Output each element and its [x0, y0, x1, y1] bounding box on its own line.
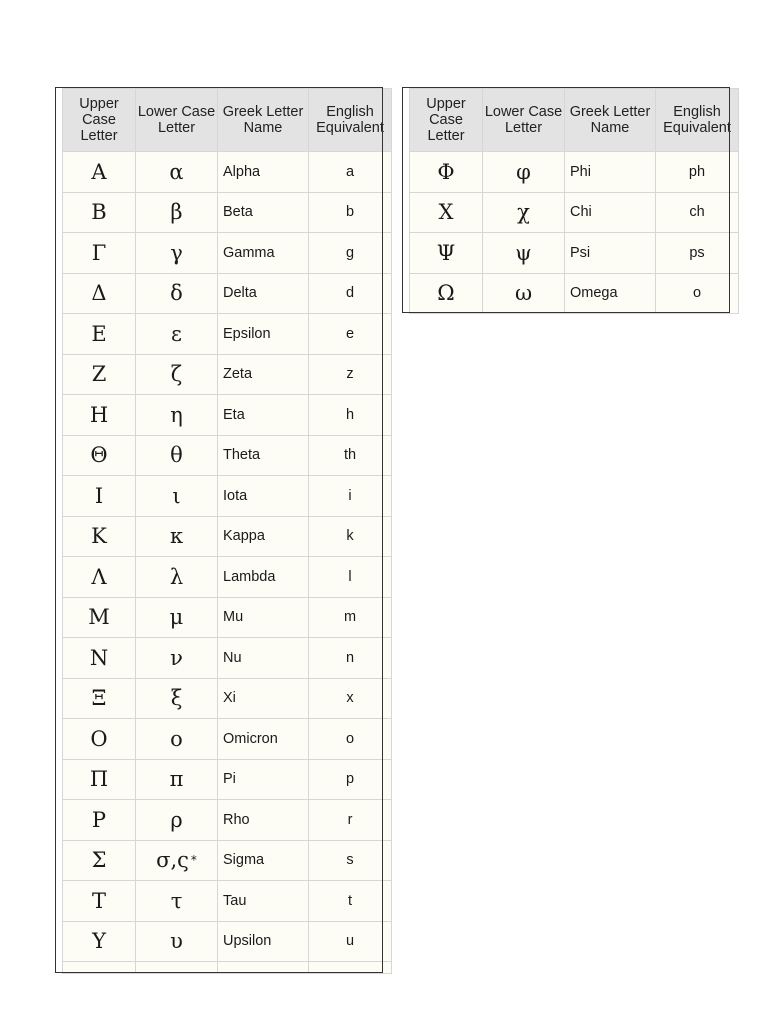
table-row [63, 476, 392, 517]
table-row [63, 921, 392, 962]
upper-case-letter: Λ [63, 557, 136, 598]
upper-case-letter: Σ [63, 840, 136, 881]
upper-case-letter: Ε [63, 314, 136, 355]
english-equivalent: n [309, 638, 392, 679]
greek-letter-name: Epsilon [218, 314, 309, 355]
lower-case-letter [136, 678, 218, 719]
lower-case-glyph: α [169, 159, 184, 184]
greek-alphabet-table-right [409, 88, 739, 314]
english-equivalent: th [309, 435, 392, 476]
greek-letter-name: Nu [218, 638, 309, 679]
table-row [410, 192, 739, 233]
table-row [63, 759, 392, 800]
upper-case-letter: Μ [63, 597, 136, 638]
lower-case-glyph: σ,ς [156, 848, 189, 873]
header-upper-case: Upper Case Letter [410, 89, 483, 152]
lower-case-letter [136, 759, 218, 800]
header-lower-case: Lower Case Letter [483, 89, 565, 152]
greek-letter-name: Pi [218, 759, 309, 800]
table-row [63, 881, 392, 922]
table-row [63, 435, 392, 476]
greek-letter-name: Sigma [218, 840, 309, 881]
lower-case-glyph: υ [170, 929, 183, 954]
greek-letter-name: Mu [218, 597, 309, 638]
lower-case-glyph: ν [170, 645, 183, 670]
lower-case-glyph: θ [170, 443, 183, 468]
lower-case-letter [136, 273, 218, 314]
empty-cell [136, 962, 218, 974]
lower-case-glyph: γ [170, 240, 183, 265]
lower-case-glyph: φ [516, 159, 531, 184]
upper-case-letter: Υ [63, 921, 136, 962]
table-row-continuation [63, 962, 392, 974]
english-equivalent: e [309, 314, 392, 355]
upper-case-letter: Δ [63, 273, 136, 314]
lower-case-glyph: ι [172, 483, 181, 508]
lower-case-letter [136, 800, 218, 841]
lower-case-letter [136, 881, 218, 922]
lower-case-glyph: β [170, 200, 183, 225]
english-equivalent: o [309, 719, 392, 760]
header-greek-name: Greek Letter Name [218, 89, 309, 152]
lower-case-glyph: ο [170, 726, 183, 751]
upper-case-letter: Ξ [63, 678, 136, 719]
table-row [410, 273, 739, 314]
upper-case-letter: Ρ [63, 800, 136, 841]
lower-case-letter [136, 233, 218, 274]
english-equivalent: m [309, 597, 392, 638]
english-equivalent: k [309, 516, 392, 557]
lower-case-letter [136, 192, 218, 233]
lower-case-letter [483, 273, 565, 314]
greek-letter-name: Iota [218, 476, 309, 517]
lower-case-glyph: κ [169, 524, 184, 549]
header-english-equivalent: English Equivalent [309, 89, 392, 152]
table-row [63, 597, 392, 638]
upper-case-letter: Ν [63, 638, 136, 679]
lower-case-glyph: η [170, 402, 183, 427]
lower-case-letter [136, 557, 218, 598]
upper-case-letter: Φ [410, 152, 483, 193]
empty-cell [309, 962, 392, 974]
footnote-marker: * [190, 853, 197, 868]
lower-case-glyph: μ [169, 605, 184, 630]
table-row [63, 678, 392, 719]
empty-cell [63, 962, 136, 974]
table-row [63, 840, 392, 881]
english-equivalent: b [309, 192, 392, 233]
empty-cell [218, 962, 309, 974]
greek-alphabet-table-left [62, 88, 392, 974]
header-greek-name: Greek Letter Name [565, 89, 656, 152]
upper-case-letter: Ο [63, 719, 136, 760]
table-row [410, 152, 739, 193]
english-equivalent: ch [656, 192, 739, 233]
english-equivalent: i [309, 476, 392, 517]
english-equivalent: p [309, 759, 392, 800]
english-equivalent: a [309, 152, 392, 193]
lower-case-glyph: λ [169, 564, 184, 589]
table-row [63, 273, 392, 314]
greek-letter-name: Omega [565, 273, 656, 314]
english-equivalent: s [309, 840, 392, 881]
upper-case-letter: Θ [63, 435, 136, 476]
upper-case-letter: Α [63, 152, 136, 193]
lower-case-glyph: ξ [170, 686, 183, 711]
lower-case-glyph: ε [171, 321, 182, 346]
greek-letter-name: Omicron [218, 719, 309, 760]
english-equivalent: z [309, 354, 392, 395]
greek-letter-name: Rho [218, 800, 309, 841]
lower-case-glyph: ψ [515, 240, 532, 265]
lower-case-letter [136, 354, 218, 395]
lower-case-letter [136, 516, 218, 557]
table-row [63, 395, 392, 436]
upper-case-letter: Β [63, 192, 136, 233]
table-row [63, 719, 392, 760]
english-equivalent: d [309, 273, 392, 314]
english-equivalent: g [309, 233, 392, 274]
greek-letter-name: Chi [565, 192, 656, 233]
english-equivalent: x [309, 678, 392, 719]
lower-case-letter [136, 314, 218, 355]
greek-letter-name: Gamma [218, 233, 309, 274]
lower-case-glyph: χ [517, 200, 530, 225]
table-row [63, 314, 392, 355]
greek-letter-name: Lambda [218, 557, 309, 598]
upper-case-letter: Ω [410, 273, 483, 314]
upper-case-letter: Π [63, 759, 136, 800]
greek-letter-name: Beta [218, 192, 309, 233]
greek-letter-name: Phi [565, 152, 656, 193]
lower-case-letter [483, 152, 565, 193]
greek-letter-name: Eta [218, 395, 309, 436]
english-equivalent: l [309, 557, 392, 598]
upper-case-letter: Η [63, 395, 136, 436]
upper-case-letter: Ζ [63, 354, 136, 395]
english-equivalent: r [309, 800, 392, 841]
greek-letter-name: Zeta [218, 354, 309, 395]
lower-case-letter [136, 921, 218, 962]
greek-letter-name: Theta [218, 435, 309, 476]
lower-case-glyph: ρ [170, 807, 183, 832]
lower-case-glyph: δ [170, 281, 183, 306]
table-header-row [410, 89, 739, 152]
greek-letter-name: Upsilon [218, 921, 309, 962]
table-row [63, 638, 392, 679]
upper-case-letter: Χ [410, 192, 483, 233]
lower-case-letter [136, 476, 218, 517]
english-equivalent: ps [656, 233, 739, 274]
lower-case-letter [483, 192, 565, 233]
lower-case-letter [136, 152, 218, 193]
lower-case-letter [483, 233, 565, 274]
lower-case-glyph: π [169, 767, 184, 792]
english-equivalent: ph [656, 152, 739, 193]
english-equivalent: h [309, 395, 392, 436]
table-row [63, 516, 392, 557]
lower-case-letter [136, 840, 218, 881]
lower-case-glyph: ω [514, 281, 533, 306]
greek-letter-name: Xi [218, 678, 309, 719]
lower-case-letter [136, 395, 218, 436]
table-row [63, 557, 392, 598]
header-english-equivalent: English Equivalent [656, 89, 739, 152]
english-equivalent: u [309, 921, 392, 962]
table-row [63, 152, 392, 193]
upper-case-letter: Τ [63, 881, 136, 922]
table-row [410, 233, 739, 274]
greek-letter-name: Tau [218, 881, 309, 922]
header-upper-case: Upper Case Letter [63, 89, 136, 152]
greek-letter-name: Alpha [218, 152, 309, 193]
table-header-row [63, 89, 392, 152]
greek-letter-name: Psi [565, 233, 656, 274]
greek-letter-name: Delta [218, 273, 309, 314]
english-equivalent: o [656, 273, 739, 314]
lower-case-letter [136, 597, 218, 638]
lower-case-letter [136, 638, 218, 679]
table-row [63, 192, 392, 233]
lower-case-letter [136, 719, 218, 760]
english-equivalent: t [309, 881, 392, 922]
table-row [63, 800, 392, 841]
lower-case-letter [136, 435, 218, 476]
table-row [63, 233, 392, 274]
header-lower-case: Lower Case Letter [136, 89, 218, 152]
lower-case-glyph: ζ [170, 362, 183, 387]
upper-case-letter: Γ [63, 233, 136, 274]
table-row [63, 354, 392, 395]
upper-case-letter: Κ [63, 516, 136, 557]
upper-case-letter: Ι [63, 476, 136, 517]
lower-case-glyph: τ [170, 888, 183, 913]
upper-case-letter: Ψ [410, 233, 483, 274]
greek-letter-name: Kappa [218, 516, 309, 557]
